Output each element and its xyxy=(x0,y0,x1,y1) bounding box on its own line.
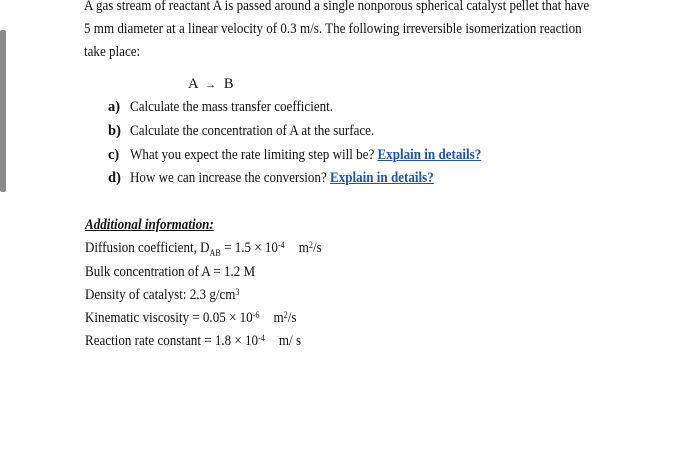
question-text: What you expect the rate limiting step will be? xyxy=(130,147,375,163)
question-label: d) xyxy=(108,170,121,186)
question-text: Calculate the mass transfer coefficient. xyxy=(130,99,334,115)
question-d xyxy=(108,169,467,187)
question-b xyxy=(108,122,401,140)
reaction-equation xyxy=(188,75,234,94)
catalyst-density: Density of catalyst: 2.3 $g/cm^3$ xyxy=(85,287,240,303)
question-label: b) xyxy=(108,123,121,139)
intro-line-2: 5 mm diameter at a linear velocity of 0.3 m/s. The following irreversible isomerization reaction xyxy=(84,21,582,37)
explain-link[interactable]: Explain in details? xyxy=(330,170,434,186)
additional-info-title: Additional information: xyxy=(85,217,214,233)
kinematic-viscosity: Kinematic viscosity = $0.05 \times 10^{-6}$ $m^2/s$ xyxy=(85,310,297,326)
question-text: Calculate the concentration of A at the surface. xyxy=(130,123,375,139)
scrollbar-thumb[interactable] xyxy=(0,30,6,192)
explain-link[interactable]: Explain in details? xyxy=(377,147,482,163)
diffusion-coefficient: Diffusion coefficient, $D_{AB} = 1.5 \times 10^{-4}$ $m^2/s$ xyxy=(85,240,322,258)
question-label: a) xyxy=(108,99,121,115)
reactant-a: A xyxy=(188,76,198,92)
question-label: c) xyxy=(108,147,120,163)
reaction-rate-constant: Reaction rate constant = $1.8 \times 10^{-4}$ m/ s xyxy=(85,333,302,349)
question-c xyxy=(108,146,520,164)
intro-line-3: take place: xyxy=(84,44,141,60)
bulk-concentration: Bulk concentration of A = 1.2 M xyxy=(85,264,256,280)
intro-line-1: A gas stream of reactant A is passed around a single nonporous spherical catalyst pellet that have xyxy=(84,0,590,14)
reaction-arrow-icon: → xyxy=(205,79,217,91)
question-a xyxy=(108,98,356,116)
question-text: How we can increase the conversion? xyxy=(130,170,327,186)
product-b: B xyxy=(223,76,234,92)
